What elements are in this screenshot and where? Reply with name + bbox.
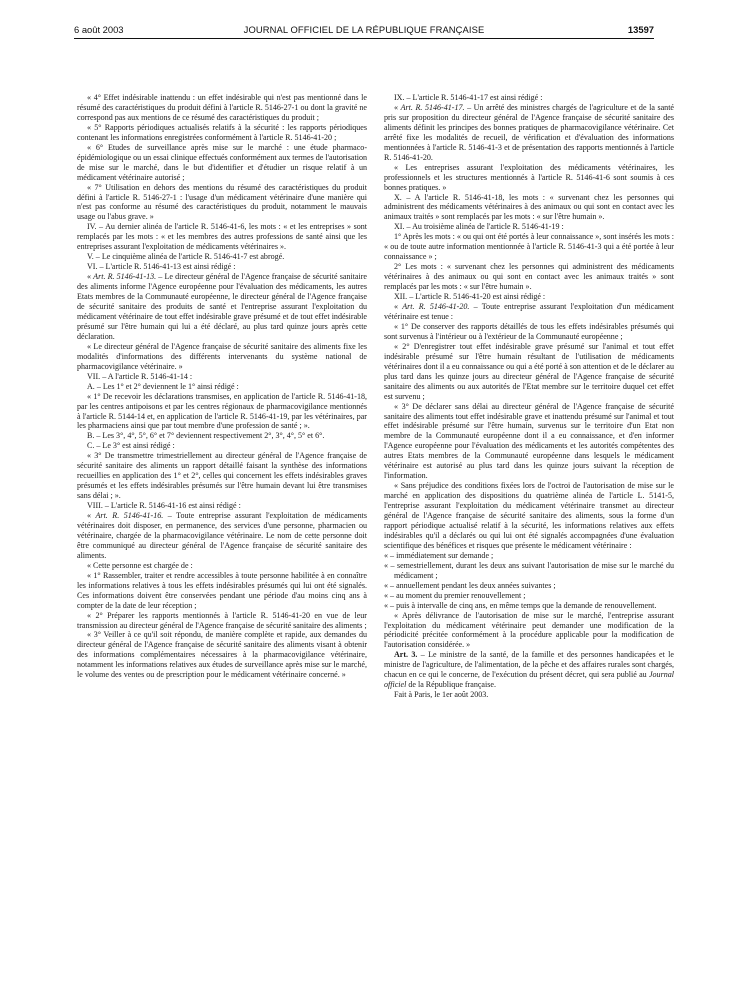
- paragraph: « Cette personne est chargée de :: [87, 560, 193, 570]
- list-item: « – immédiatement sur demande ;: [384, 550, 494, 560]
- paragraph: « 2° Préparer les rapports mentionnés à l'article R. 5146-41-20 en vue de leur transmission au directeur général de l'Agence française de sécurité sanitaire des aliments ;: [77, 610, 367, 630]
- list-item: « – au moment du premier renouvellement ;: [384, 590, 526, 600]
- paragraph: « 2° D'enregistrer tout effet indésirable grave présumé sur l'animal et tout effet indésirable présumé sur l'être humain résultant de l'utilisation de médicaments vétérinaires dont il a eu connaissance ou qui a été porté à son attention et de le déclarer au plus tard dans les quinze jours au directeur général de l'Agence française de sécurité sanitaire des aliments ou aux autorités de l'Etat membre sur le territoire duquel cet effet est survenu ;: [384, 341, 674, 401]
- paragraph: « 7° Utilisation en dehors des mentions du résumé des caractéristiques du produit défini à l'article R. 5146-27-1 : l'usage d'un médicament vétérinaire d'une manière qui n'est pas conforme au résumé des caractéristiques du produit, notamment le mauvais usage ou l'abus grave. »: [77, 182, 367, 222]
- list-item: « – semestriellement, durant les deux ans suivant l'autorisation de mise sur le marché du médicament ;: [384, 560, 674, 580]
- paragraph: « Après délivrance de l'autorisation de mise sur le marché, l'entreprise assurant l'exploitation du médicament vétérinaire peut demander une modification de la périodicité précitée conformément à la procédure applicable pour la modification de l'autorisation considérée. »: [384, 610, 674, 650]
- paragraph: 2° Les mots : « survenant chez les personnes qui administrent des médicaments vétérinaires à des animaux ou qui sont en contact avec les animaux traités » sont remplacés par les mots : « sur l'être humain ».: [384, 262, 674, 292]
- article-text: « Art. R. 5146-41-13. – Le directeur général de l'Agence française de sécurité sanitaire des aliments informe l'Agence européenne pour l'évaluation des médicaments, les autres Etats membres de la Communauté européenne, le directeur général de l'Agence française de sécurité sanitaire des produits de santé et l'entreprise assurant l'exploitation du médicament vétérinaire de tout effet indésirable grave présumé et de tout effet indésirable présumé sur l'être humain qui lui a été déclaré, au plus tard quinze jours après cette déclaration.: [77, 272, 367, 341]
- paragraph: « 5° Rapports périodiques actualisés relatifs à la sécurité : les rapports périodiques contenant les informations enregistrées conformément à l'article R. 5146-41-20 ;: [77, 122, 367, 142]
- paragraph: IV. – Au dernier alinéa de l'article R. 5146-41-6, les mots : « et les entreprises » sont remplacés par les mots : « et les membres des autres professions de santé ainsi que les entreprises assurant l'exploitation de médicaments vétérinaires ».: [77, 222, 367, 252]
- paragraph: X. – A l'article R. 5146-41-18, les mots : « survenant chez les personnes qui administrent des médicaments vétérinaires à des animaux ou qui sont en contact avec les animaux traités » sont remplacés par les mots : « sur l'être humain ».: [384, 192, 674, 222]
- section-heading: XII. – L'article R. 5146-41-20 est ainsi rédigé :: [394, 292, 546, 302]
- paragraph: « 3° Veiller à ce qu'il soit répondu, de manière complète et rapide, aux demandes du directeur général de l'Agence française de sécurité sanitaire des aliments visant à obtenir des informations complémentaires nécessaires à la pharmacovigilance vétérinaire, notamment les informations relatives aux études de surveillance après mise sur le marché, le volume des ventes ou de prescription pour le médicament vétérinaire concerné. »: [77, 630, 367, 680]
- paragraph: « 1° De recevoir les déclarations transmises, en application de l'article R. 5146-41-18, par les centres antipoisons et par les centres régionaux de pharmacovigilance mentionnés à l'article R. 5144-14 et, en application de l'article R. 5146-41-19, par les vétérinaires, par les pharmaciens ainsi que par tout membre d'une profession de santé ; ».: [77, 391, 367, 431]
- right-column: [384, 93, 674, 973]
- paragraph: V. – Le cinquième alinéa de l'article R. 5146-41-7 est abrogé.: [87, 252, 285, 262]
- paragraph: B. – Les 3°, 4°, 5°, 6° et 7° deviennent respectivement 2°, 3°, 4°, 5° et 6°.: [87, 431, 325, 441]
- paragraph: « Les entreprises assurant l'exploitation des médicaments vétérinaires, les professionnels et les structures mentionnés à l'article R. 5146-41-6 sont soumis à ces bonnes pratiques. »: [384, 162, 674, 192]
- article-3: Art. 3. – Le ministre de la santé, de la famille et des personnes handicapées et le ministre de l'agriculture, de l'alimentation, de la pêche et des affaires rurales sont chargés, chacun en ce qui le concerne, de l'exécution du présent décret, qui sera publié au Journal officiel de la République française.: [384, 650, 674, 690]
- header-rule: [74, 38, 654, 39]
- signature-line: Fait à Paris, le 1er août 2003.: [394, 690, 489, 700]
- section-heading: IX. – L'article R. 5146-41-17 est ainsi rédigé :: [394, 93, 543, 102]
- paragraph: 1° Après les mots : « ou qui ont été portés à leur connaissance », sont insérés les mots : « ou de toute autre information mentionnée à l'article R. 5146-41-3 qui a été portée à leur connaissance » ;: [384, 232, 674, 262]
- running-header: [74, 23, 654, 37]
- paragraph: « 6° Etudes de surveillance après mise sur le marché : une étude pharmaco-épidémiologique ou un essai clinique effectués conformément aux termes de l'autorisation de mise sur le marché, dans le but d'identifier et d'étudier un risque relatif à un médicament vétérinaire autorisé ;: [77, 142, 367, 182]
- paragraph: A. – Les 1° et 2° deviennent le 1° ainsi rédigé :: [87, 381, 239, 391]
- paragraph: « 1° De conserver des rapports détaillés de tous les effets indésirables présumés qui sont survenus à l'intérieur ou à l'extérieur de la Communauté européenne ;: [384, 321, 674, 341]
- section-heading: VI. – L'article R. 5146-41-13 est ainsi rédigé :: [87, 262, 236, 272]
- list-item: « – puis à intervalle de cinq ans, en même temps que la demande de renouvellement.: [384, 600, 657, 610]
- left-column: [77, 93, 367, 973]
- section-heading: VIII. – L'article R. 5146-41-16 est ainsi rédigé :: [87, 501, 241, 511]
- paragraph: « 4° Effet indésirable inattendu : un effet indésirable qui n'est pas mentionné dans le résumé des caractéristiques du produit défini à l'article R. 5146-27-1 ou dont la gravité ne correspond pas aux mentions de ce résumé des caractéristiques du produit ;: [77, 93, 367, 122]
- paragraph: « 1° Rassembler, traiter et rendre accessibles à toute personne habilitée à en connaître les informations relatives à tous les effets indésirables présumés qui lui ont été signalés. Ces informations doivent être conservées pendant une période d'au moins cinq ans à compter de la date de leur réception ;: [77, 570, 367, 610]
- page-number: 13597: [627, 24, 654, 35]
- paragraph: C. – Le 3° est ainsi rédigé :: [87, 441, 175, 451]
- list-item: « – annuellement pendant les deux années suivantes ;: [384, 580, 556, 590]
- section-heading: VII. – A l'article R. 5146-41-14 :: [87, 371, 193, 381]
- article-text: « Art. R. 5146-41-20. – Toute entreprise assurant l'exploitation d'un médicament vétérinaire est tenue :: [384, 302, 674, 321]
- journal-title: JOURNAL OFFICIEL DE LA RÉPUBLIQUE FRANÇAISE: [243, 24, 485, 35]
- article-text: « Art. R. 5146-41-17. – Un arrêté des ministres chargés de l'agriculture et de la santé pris sur proposition du directeur général de l'Agence française de sécurité sanitaire des aliments définit les principes des bonnes pratiques de pharmacovigilance vétérinaire. Cet arrêté fixe les modalités de recueil, de vérification et d'évaluation des informations mentionnées à l'article R. 5146-41-3 et de présentation des rapports mentionnés à l'article R. 5146-41-20.: [384, 102, 674, 162]
- section-heading: XI. – Au troisième alinéa de l'article R. 5146-41-19 :: [394, 222, 564, 232]
- paragraph: « 3° De transmettre trimestriellement au directeur général de l'Agence française de sécurité sanitaire des aliments un rapport détaillé faisant la synthèse des informations recueillies en application des 1° et 2°, celles qui concernent les effets indésirables graves présumés et les effets indésirables présumés sur l'être humain devant lui être transmises sans délai ; ».: [77, 451, 367, 501]
- paragraph: « 3° De déclarer sans délai au directeur général de l'Agence française de sécurité sanitaire des aliments tout effet indésirable grave et inattendu présumé sur l'animal et tout effet indésirable présumé sur l'être humain, survenus sur le territoire d'un Etat non membre de la Communauté européenne dont il a eu connaissance, et d'en informer l'Agence européenne pour l'évaluation des médicaments et les autorités compétentes des autres Etats membres de la Communauté européenne dans lesquels le médicament vétérinaire est autorisé au plus tard dans les quinze jours suivant la réception de l'information.: [384, 401, 674, 481]
- article-text: « Art. R. 5146-41-16. – Toute entreprise assurant l'exploitation de médicaments vétérinaires doit disposer, en permanence, des services d'une personne, pharmacien ou vétérinaire, chargée de la pharmacovigilance vétérinaire. Le nom de cette personne doit être communiqué au directeur général de l'Agence française de sécurité sanitaire des aliments.: [77, 511, 367, 560]
- paragraph: « Sans préjudice des conditions fixées lors de l'octroi de l'autorisation de mise sur le marché en application des dispositions du quatrième alinéa de l'article L. 5141-5, l'entreprise assurant l'exploitation du médicament vétérinaire transmet au directeur général de l'Agence française de sécurité sanitaire des aliments, sous la forme d'un rapport périodique actualisé relatif à la sécurité, les informations relatives aux effets indésirables qu'il a déclarés ou qui lui ont été signalés accompagnées d'une évaluation scientifique des bénéfices et risques que présente le médicament vétérinaire :: [384, 481, 674, 550]
- paragraph: « Le directeur général de l'Agence française de sécurité sanitaire des aliments fixe les modalités d'informations des différents intervenants du système national de pharmacovigilance vétérinaire. »: [77, 341, 367, 371]
- issue-date: 6 août 2003: [74, 24, 124, 35]
